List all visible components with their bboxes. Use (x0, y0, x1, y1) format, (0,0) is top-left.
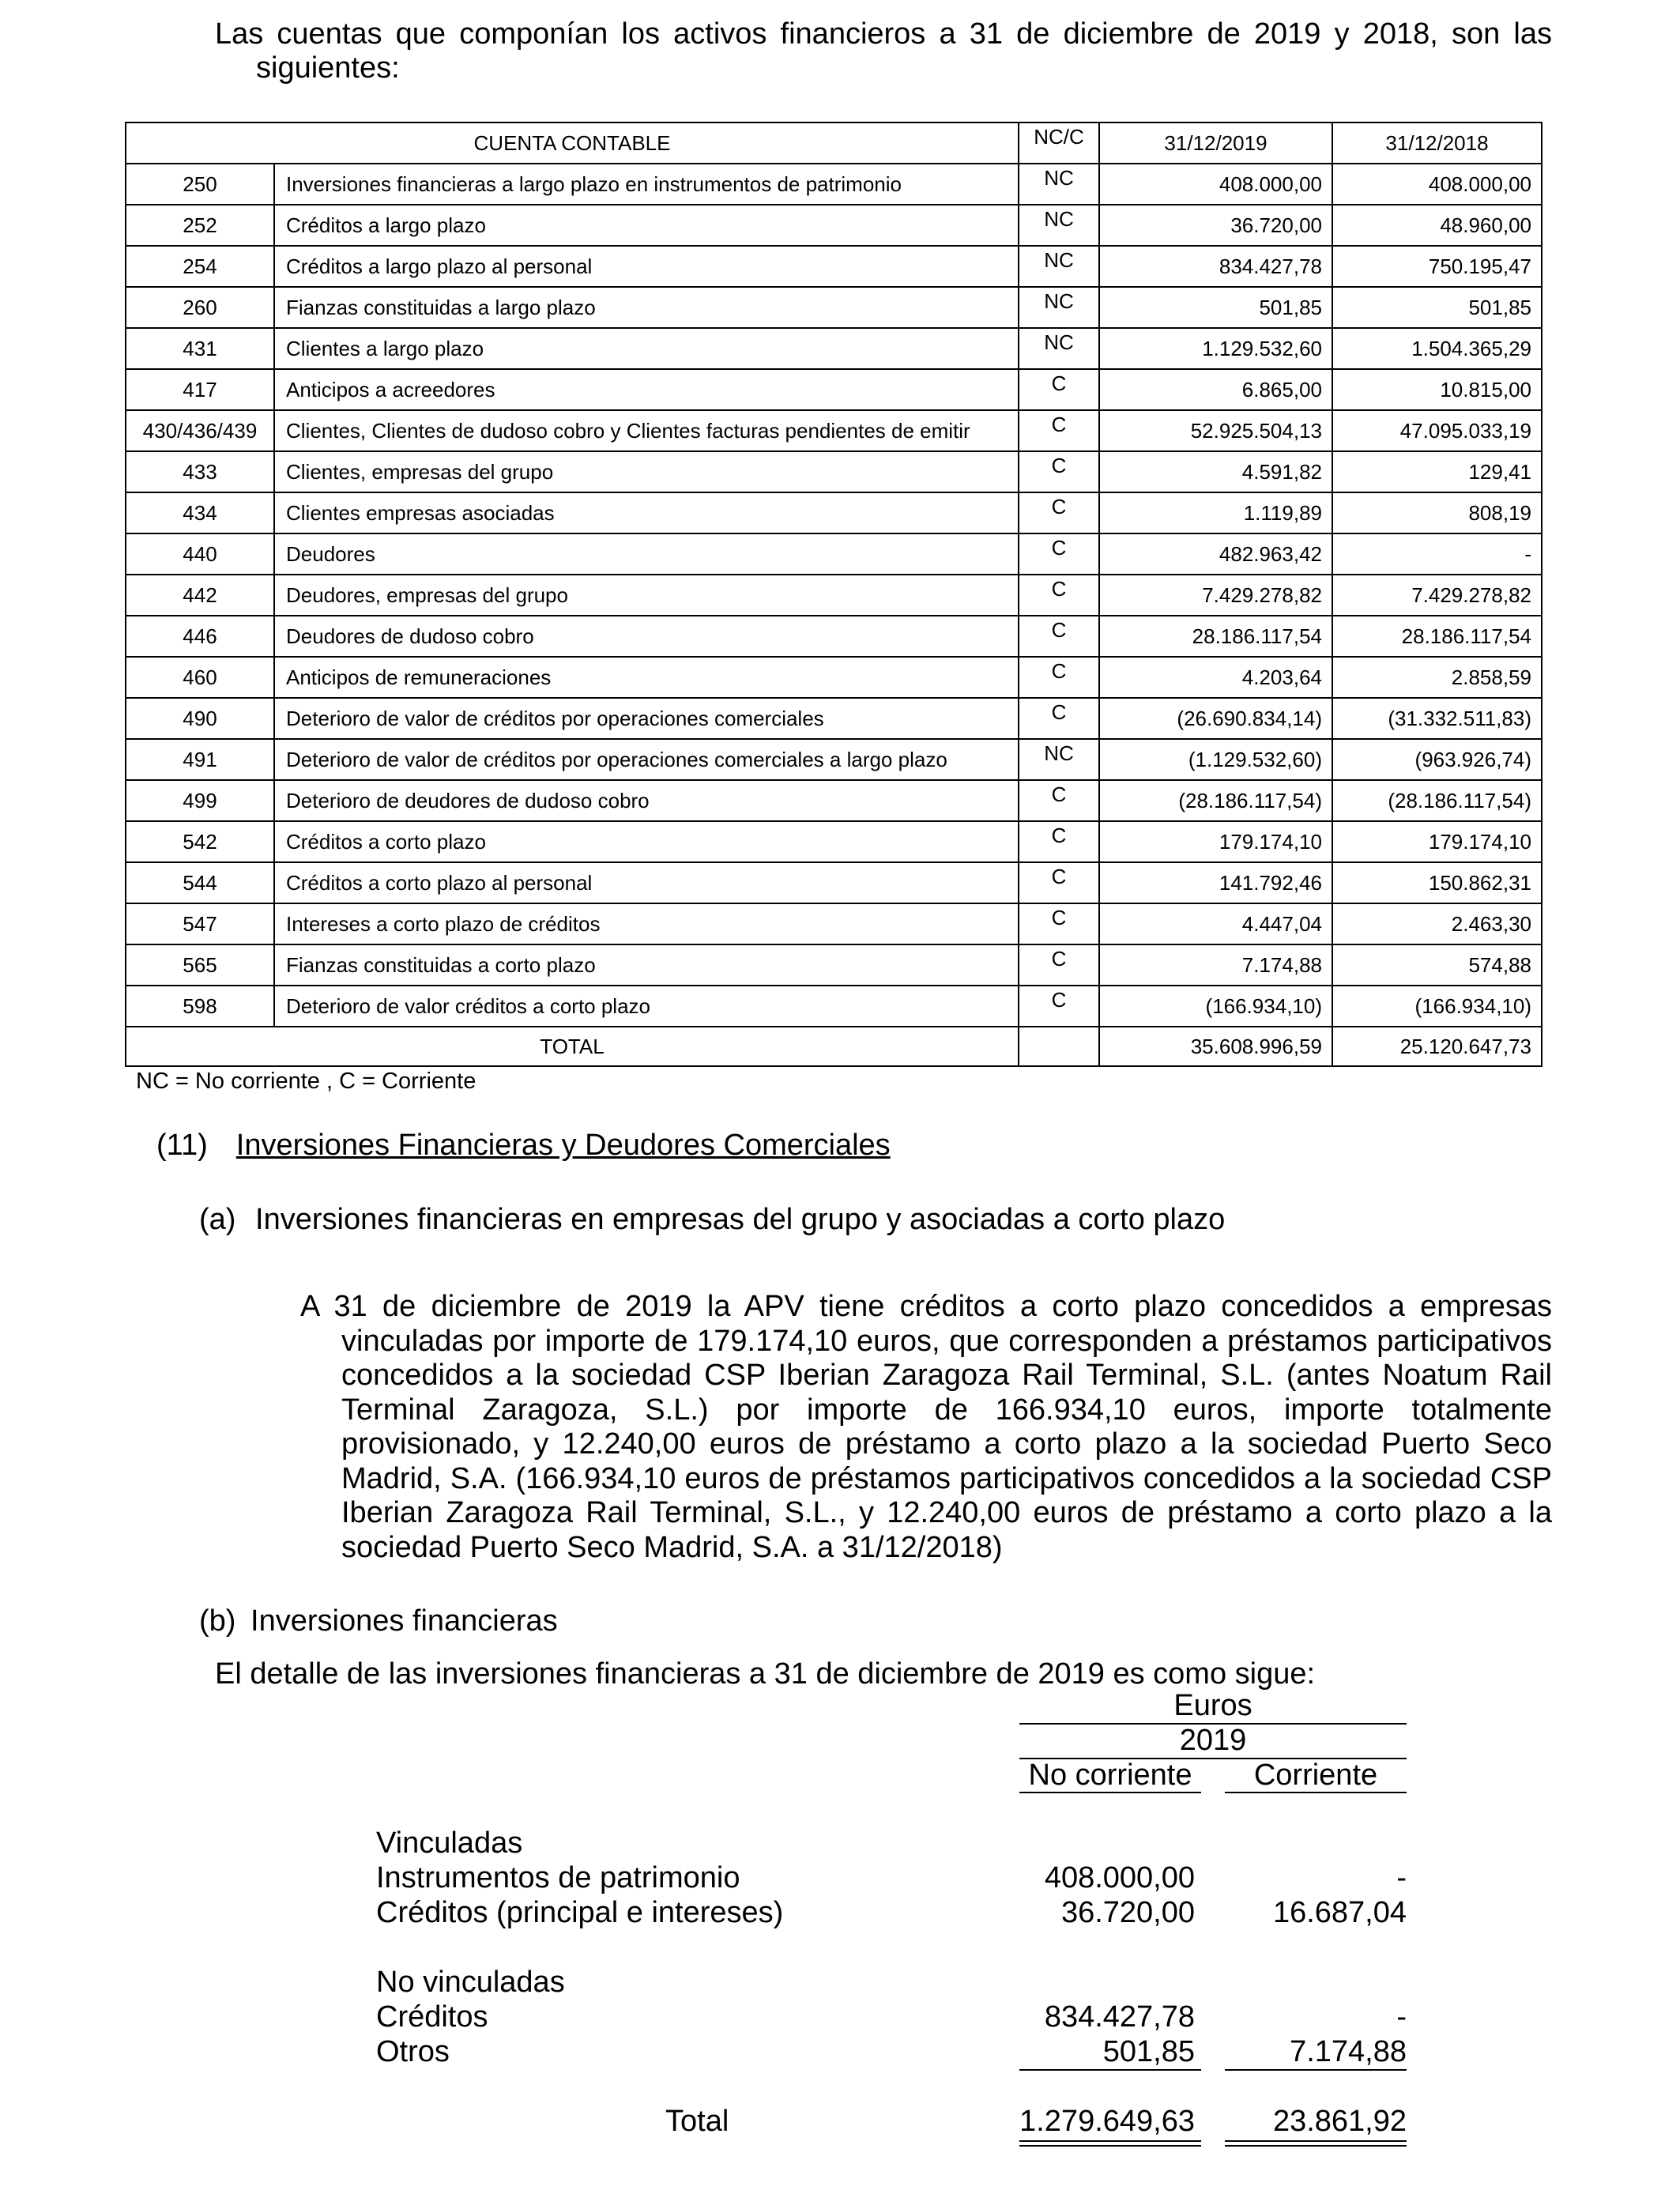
group-vinculadas: Vinculadas (376, 1826, 523, 1860)
value-2019: 7.429.278,82 (1099, 575, 1332, 616)
account-ncc: NC (1019, 287, 1099, 328)
table-row (126, 205, 1542, 246)
account-description: Fianzas constituidas a largo plazo (274, 287, 1019, 328)
divider (1225, 2069, 1407, 2071)
value-2018: 574,88 (1332, 944, 1542, 986)
section-b-title: Inversiones financieras (250, 1604, 558, 1638)
row-value-nc: 501,85 (1102, 2035, 1195, 2068)
total-2018: 25.120.647,73 (1332, 1027, 1542, 1066)
value-2019: 28.186.117,54 (1099, 616, 1332, 657)
total-row (126, 1027, 1542, 1066)
account-code: 433 (126, 451, 274, 492)
table-row (126, 903, 1542, 944)
group-no-vinculadas: No vinculadas (376, 1966, 565, 1999)
value-2019: 1.129.532,60 (1099, 328, 1332, 369)
value-2018: 7.429.278,82 (1332, 575, 1542, 616)
account-code: 544 (126, 862, 274, 903)
row-value-nc: 834.427,78 (1044, 2000, 1195, 2034)
row-label: Instrumentos de patrimonio (376, 1861, 740, 1894)
value-2019: 141.792,46 (1099, 862, 1332, 903)
intro-paragraph (215, 17, 1552, 85)
account-code: 460 (126, 657, 274, 698)
account-description: Deudores (274, 533, 1019, 575)
double-underline (1019, 2145, 1201, 2147)
account-description: Créditos a largo plazo al personal (274, 246, 1019, 287)
header-ncc: NC/C (1019, 123, 1099, 164)
account-code: 260 (126, 287, 274, 328)
account-code: 446 (126, 616, 274, 657)
account-ncc: C (1019, 657, 1099, 698)
value-2019: 501,85 (1099, 287, 1332, 328)
account-ncc: NC (1019, 164, 1099, 205)
account-ncc: C (1019, 903, 1099, 944)
total-label: TOTAL (126, 1027, 1019, 1066)
value-2018: (166.934,10) (1332, 986, 1542, 1027)
value-2019: 1.119,89 (1099, 492, 1332, 533)
account-ncc: NC (1019, 328, 1099, 369)
account-ncc: C (1019, 780, 1099, 821)
section-a-paragraph (300, 1290, 1552, 1565)
intro-line-1: Las cuentas que componían los activos financieros a 31 de diciembre de 2019 y 2018, son las (215, 17, 1552, 51)
value-2019: 4.447,04 (1099, 903, 1332, 944)
account-description: Deudores de dudoso cobro (274, 616, 1019, 657)
total-value-c: 23.861,92 (1272, 2105, 1407, 2138)
value-2019: (166.934,10) (1099, 986, 1332, 1027)
total-ncc (1019, 1027, 1099, 1066)
account-code: 431 (126, 328, 274, 369)
table-header-row (126, 123, 1542, 164)
row-value-nc: 408.000,00 (1044, 1861, 1195, 1894)
value-2018: 750.195,47 (1332, 246, 1542, 287)
paragraph-first-line: A 31 de diciembre de 2019 la APV tiene créditos a corto plazo concedidos a empresas (300, 1290, 1552, 1323)
table-row (126, 780, 1542, 821)
value-2018: 2.858,59 (1332, 657, 1542, 698)
row-value-c: 16.687,04 (1272, 1896, 1407, 1929)
value-2018: 2.463,30 (1332, 903, 1542, 944)
value-2018: 808,19 (1332, 492, 1542, 533)
value-2019: 36.720,00 (1099, 205, 1332, 246)
account-ncc: C (1019, 821, 1099, 862)
year-label: 2019 (1179, 1724, 1247, 1757)
total-2019: 35.608.996,59 (1099, 1027, 1332, 1066)
row-label: Créditos (principal e intereses) (376, 1896, 784, 1929)
table-row (126, 739, 1542, 780)
divider (1019, 1792, 1201, 1793)
account-code: 598 (126, 986, 274, 1027)
header-account: CUENTA CONTABLE (126, 123, 1019, 164)
table-row (126, 575, 1542, 616)
account-description: Fianzas constituidas a corto plazo (274, 944, 1019, 986)
section-a-heading (199, 1203, 1225, 1237)
value-2019: 7.174,88 (1099, 944, 1332, 986)
value-2018: - (1332, 533, 1542, 575)
table-row (126, 492, 1542, 533)
value-2018: 501,85 (1332, 287, 1542, 328)
account-ncc: C (1019, 575, 1099, 616)
account-code: 542 (126, 821, 274, 862)
account-code: 565 (126, 944, 274, 986)
account-code: 491 (126, 739, 274, 780)
account-code: 440 (126, 533, 274, 575)
account-code: 434 (126, 492, 274, 533)
table-row (126, 369, 1542, 410)
double-underline (1225, 2140, 1407, 2142)
divider (1225, 1792, 1407, 1793)
currency-label: Euros (1173, 1689, 1252, 1722)
paragraph-body: vinculadas por importe de 179.174,10 euros, que corresponden a préstamos participativos concedidos a la sociedad CSP Iberian Zaragoza Rail Terminal, S.L. (antes Noatum Rail Terminal Zaragoza, S.L.) por importe de 166.934,10 euros, importe totalmente provisionado, y 12.240,00 euros de préstamo a corto plazo a la sociedad Puerto Seco Madrid, S.A. (166.934,10 euros de préstamos participativos concedidos a la sociedad CSP Iberian Zaragoza Rail Terminal, S.L., y 12.240,00 euros de préstamo a corto plazo a la sociedad Puerto Seco Madrid, S.A. a 31/12/2018) (341, 1324, 1552, 1564)
section-number: (11) (156, 1129, 208, 1162)
account-description: Intereses a corto plazo de créditos (274, 903, 1019, 944)
value-2018: 28.186.117,54 (1332, 616, 1542, 657)
account-ncc: C (1019, 492, 1099, 533)
value-2018: 10.815,00 (1332, 369, 1542, 410)
header-2019: 31/12/2019 (1099, 123, 1332, 164)
account-code: 442 (126, 575, 274, 616)
account-code: 417 (126, 369, 274, 410)
account-description: Créditos a corto plazo al personal (274, 862, 1019, 903)
account-description: Clientes empresas asociadas (274, 492, 1019, 533)
account-ncc: C (1019, 616, 1099, 657)
legend-note: NC = No corriente , C = Corriente (136, 1069, 477, 1094)
account-description: Créditos a largo plazo (274, 205, 1019, 246)
row-value-c: 7.174,88 (1290, 2035, 1407, 2068)
table-row (126, 657, 1542, 698)
table-row (126, 451, 1542, 492)
table-row (126, 533, 1542, 575)
account-ncc: C (1019, 862, 1099, 903)
table-row (126, 986, 1542, 1027)
section-11-heading (156, 1129, 891, 1163)
account-description: Anticipos a acreedores (274, 369, 1019, 410)
total-label: Total (665, 2105, 729, 2138)
account-ncc: C (1019, 451, 1099, 492)
account-description: Inversiones financieras a largo plazo en instrumentos de patrimonio (274, 164, 1019, 205)
account-description: Créditos a corto plazo (274, 821, 1019, 862)
account-ncc: NC (1019, 205, 1099, 246)
account-code: 250 (126, 164, 274, 205)
row-value-c: - (1396, 2000, 1407, 2034)
account-ncc: C (1019, 698, 1099, 739)
account-ncc: C (1019, 410, 1099, 451)
account-description: Deterioro de valor de créditos por operaciones comerciales a largo plazo (274, 739, 1019, 780)
value-2019: 408.000,00 (1099, 164, 1332, 205)
value-2019: 834.427,78 (1099, 246, 1332, 287)
account-description: Deterioro de deudores de dudoso cobro (274, 780, 1019, 821)
value-2018: 179.174,10 (1332, 821, 1542, 862)
account-description: Clientes a largo plazo (274, 328, 1019, 369)
section-title: Inversiones Financieras y Deudores Comerciales (235, 1129, 891, 1162)
table-row (126, 246, 1542, 287)
row-value-c: - (1396, 1861, 1407, 1894)
header-2018: 31/12/2018 (1332, 123, 1542, 164)
account-description: Deterioro de valor de créditos por operaciones comerciales (274, 698, 1019, 739)
value-2018: 47.095.033,19 (1332, 410, 1542, 451)
table-row (126, 328, 1542, 369)
section-b-heading (199, 1604, 558, 1638)
row-value-nc: 36.720,00 (1060, 1896, 1195, 1929)
detail-intro: El detalle de las inversiones financieras a 31 de diciembre de 2019 es como sigue: (215, 1657, 1316, 1691)
value-2019: 52.925.504,13 (1099, 410, 1332, 451)
section-b-letter: (b) (199, 1604, 236, 1638)
table-row (126, 862, 1542, 903)
value-2018: 129,41 (1332, 451, 1542, 492)
col-no-corriente: No corriente (1028, 1759, 1192, 1792)
value-2019: 482.963,42 (1099, 533, 1332, 575)
table-row (126, 287, 1542, 328)
value-2019: 4.591,82 (1099, 451, 1332, 492)
section-a-letter: (a) (199, 1203, 236, 1236)
account-description: Deterioro de valor créditos a corto plazo (274, 986, 1019, 1027)
account-ncc: C (1019, 986, 1099, 1027)
value-2018: 150.862,31 (1332, 862, 1542, 903)
value-2018: (31.332.511,83) (1332, 698, 1542, 739)
table-row (126, 410, 1542, 451)
value-2019: (1.129.532,60) (1099, 739, 1332, 780)
table-row (126, 821, 1542, 862)
value-2018: 1.504.365,29 (1332, 328, 1542, 369)
account-code: 547 (126, 903, 274, 944)
account-code: 252 (126, 205, 274, 246)
table-row (126, 698, 1542, 739)
row-label: Otros (376, 2035, 450, 2068)
account-description: Clientes, empresas del grupo (274, 451, 1019, 492)
value-2019: (28.186.117,54) (1099, 780, 1332, 821)
value-2019: (26.690.834,14) (1099, 698, 1332, 739)
account-code: 254 (126, 246, 274, 287)
account-code: 430/436/439 (126, 410, 274, 451)
table-row (126, 944, 1542, 986)
total-value-nc: 1.279.649,63 (1019, 2105, 1195, 2138)
table-row (126, 616, 1542, 657)
value-2019: 179.174,10 (1099, 821, 1332, 862)
account-ncc: C (1019, 944, 1099, 986)
account-ncc: C (1019, 369, 1099, 410)
accounts-table (125, 122, 1543, 1067)
account-description: Anticipos de remuneraciones (274, 657, 1019, 698)
value-2018: 408.000,00 (1332, 164, 1542, 205)
row-label: Créditos (376, 2000, 488, 2034)
account-ncc: C (1019, 533, 1099, 575)
divider (1019, 2069, 1201, 2071)
value-2019: 6.865,00 (1099, 369, 1332, 410)
account-description: Clientes, Clientes de dudoso cobro y Clientes facturas pendientes de emitir (274, 410, 1019, 451)
value-2019: 4.203,64 (1099, 657, 1332, 698)
account-description: Deudores, empresas del grupo (274, 575, 1019, 616)
value-2018: (963.926,74) (1332, 739, 1542, 780)
intro-line-2: siguientes: (256, 51, 400, 85)
account-ncc: NC (1019, 739, 1099, 780)
col-corriente: Corriente (1253, 1759, 1378, 1792)
section-a-title: Inversiones financieras en empresas del grupo y asociadas a corto plazo (255, 1203, 1226, 1236)
table-row (126, 164, 1542, 205)
account-ncc: NC (1019, 246, 1099, 287)
account-code: 490 (126, 698, 274, 739)
double-underline (1225, 2145, 1407, 2147)
value-2018: 48.960,00 (1332, 205, 1542, 246)
account-code: 499 (126, 780, 274, 821)
double-underline (1019, 2140, 1201, 2142)
value-2018: (28.186.117,54) (1332, 780, 1542, 821)
